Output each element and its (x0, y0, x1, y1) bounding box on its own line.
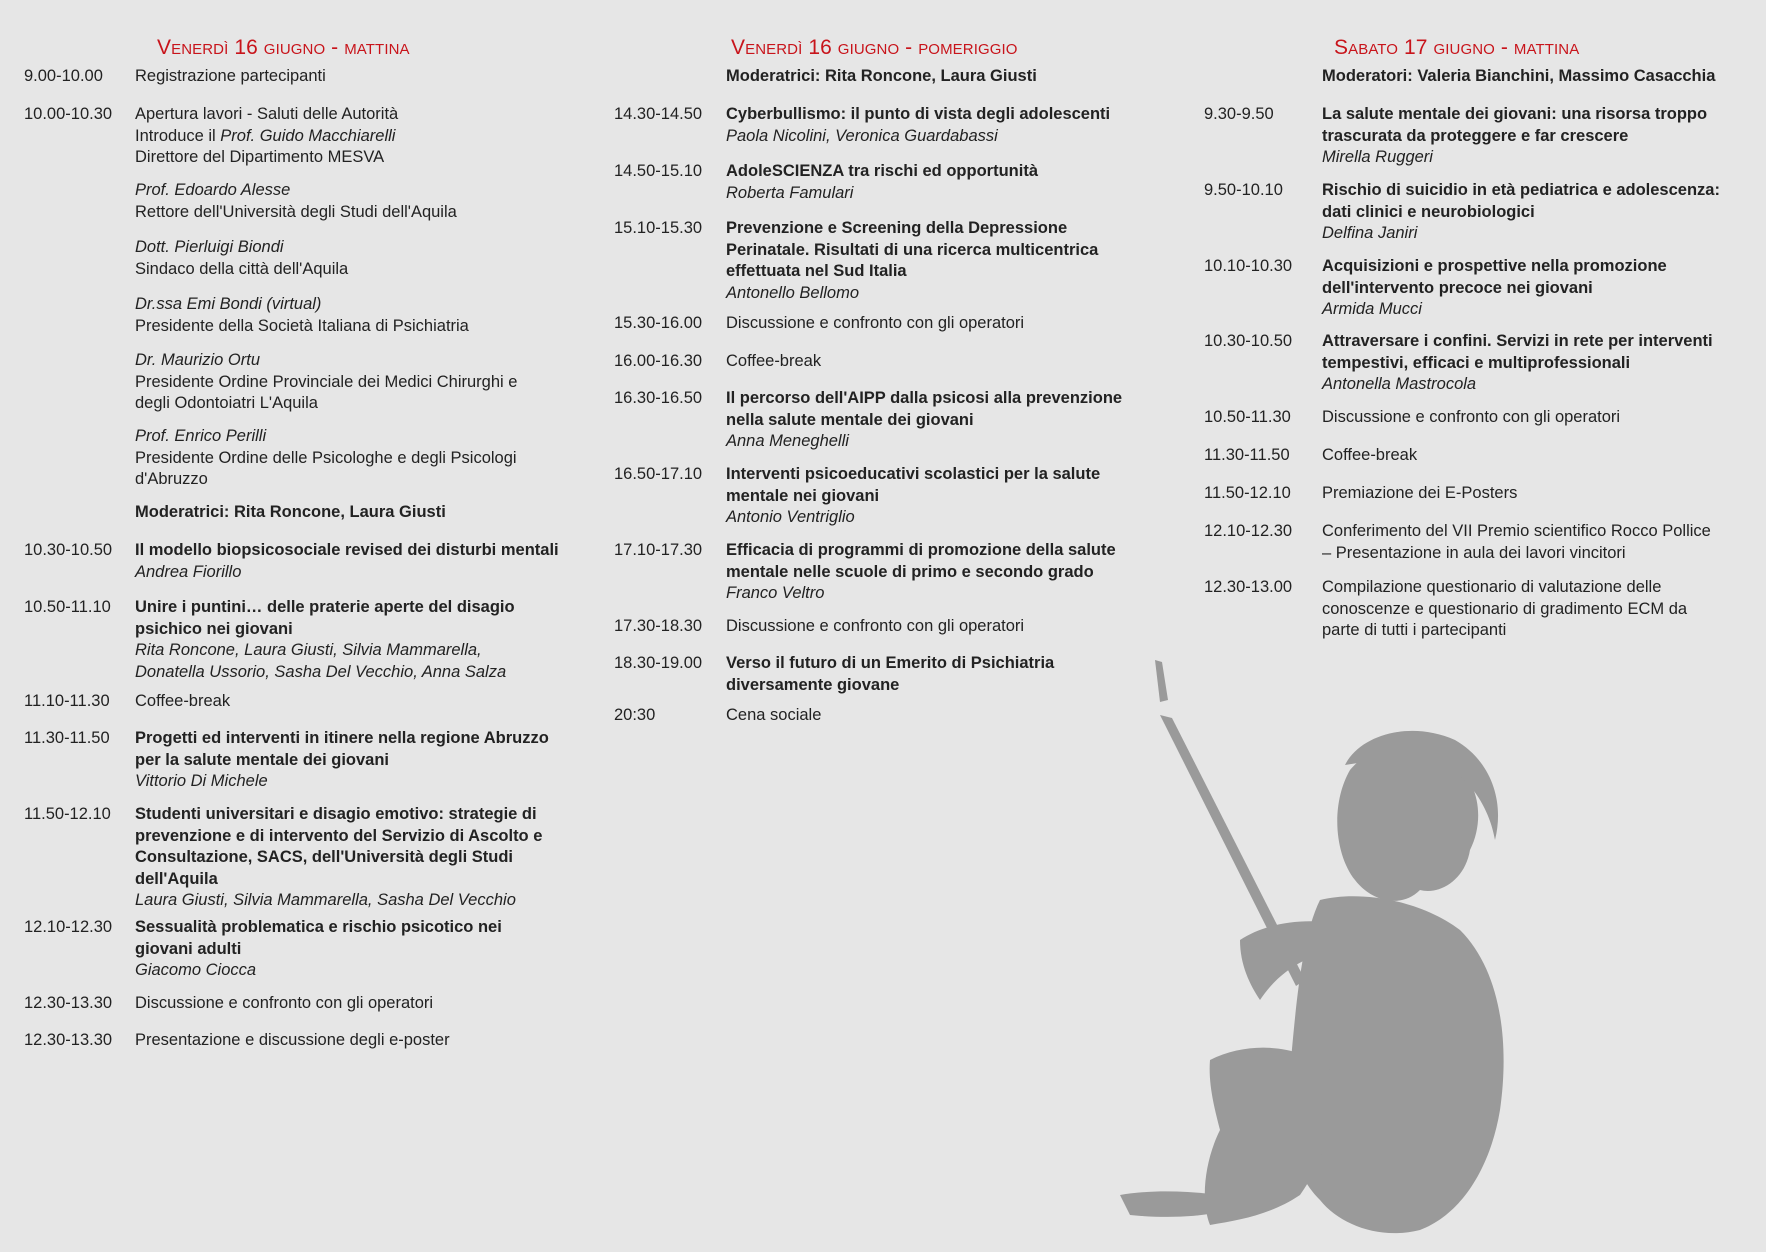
speaker-name: Giacomo Ciocca (135, 961, 257, 979)
session-details (1322, 256, 1667, 321)
session-text: Registrazione partecipanti (135, 67, 326, 85)
session-text: Direttore del Dipartimento MESVA (135, 148, 385, 166)
session-text: Presentazione e discussione degli e-poster (135, 1031, 450, 1049)
column-title: Venerdì 16 giugno - mattina (157, 36, 410, 59)
session-details (726, 313, 1024, 335)
session-text: Coffee-break (135, 692, 231, 710)
time-slot: 15.10-15.30 (614, 219, 703, 237)
session-text: Discussione e confronto con gli operatori (726, 617, 1025, 635)
session-title: Prevenzione e Screening della Depressione (726, 219, 1068, 237)
speaker-name: Prof. Edoardo Alesse (135, 181, 291, 199)
speaker-name: Roberta Famulari (726, 183, 854, 202)
session-text: parte di tutti i partecipanti (1322, 621, 1507, 639)
session-title: dell'intervento precoce nei giovani (1322, 278, 1593, 297)
session-details (1322, 180, 1720, 245)
time-slot: 10.50-11.10 (24, 598, 111, 616)
time-slot: 11.50-12.10 (24, 805, 111, 823)
time-slot: 14.50-15.10 (614, 162, 703, 180)
session-details (1322, 331, 1713, 396)
session-title: Rischio di suicidio in età pediatrica e adolescenza: (1322, 181, 1720, 199)
time-slot: 10.10-10.30 (1204, 257, 1293, 275)
session-text: Premiazione dei E-Posters (1322, 484, 1518, 502)
session-details (726, 351, 821, 373)
session-title: Il percorso dell'AIPP dalla psicosi alla prevenzione (726, 389, 1123, 407)
session-details (1322, 483, 1517, 505)
session-details (135, 1030, 450, 1052)
session-details (135, 237, 348, 280)
session-title: La salute mentale dei giovani: una risorsa troppo (1322, 105, 1708, 123)
time-slot: 11.30-11.50 (24, 729, 110, 747)
session-details (135, 426, 517, 491)
session-title: Il modello biopsicosociale revised dei disturbi mentali (135, 541, 559, 559)
session-title: effettuata nel Sud Italia (726, 262, 907, 280)
speaker-name: Donatella Ussorio, Sasha Del Vecchio, Anna Salza (135, 662, 507, 681)
session-details (1322, 66, 1715, 88)
session-details (726, 540, 1116, 605)
session-details (135, 917, 502, 982)
session-text: Presidente Ordine delle Psicologhe e degli Psicologi (135, 448, 517, 467)
speaker-name: Delfina Janiri (1322, 224, 1418, 242)
session-details (1322, 577, 1687, 642)
session-title: AdoleSCIENZA tra rischi ed opportunità (726, 162, 1038, 180)
session-title: Progetti ed interventi in itinere nella regione Abruzzo (135, 729, 549, 747)
session-title: mentale nei giovani (726, 486, 880, 505)
session-details (726, 464, 1100, 529)
time-slot: 12.30-13.30 (24, 994, 113, 1012)
session-details (135, 180, 457, 223)
time-slot: 17.10-17.30 (614, 541, 703, 559)
time-slot: 10.00-10.30 (24, 105, 113, 123)
session-title: Moderatrici: Rita Roncone, Laura Giusti (135, 503, 446, 521)
session-details (135, 993, 433, 1015)
session-text: Coffee-break (1322, 446, 1418, 464)
session-text: Presidente della Società Italiana di Psichiatria (135, 316, 469, 335)
session-title: Acquisizioni e prospettive nella promozione (1322, 257, 1667, 275)
session-details (135, 691, 230, 713)
session-title: tempestivi, efficaci e multiprofessionali (1322, 353, 1631, 372)
session-title: Moderatrici: Rita Roncone, Laura Giusti (726, 67, 1037, 85)
session-title: Sessualità problematica e rischio psicotico nei (135, 918, 502, 936)
time-slot: 12.10-12.30 (1204, 522, 1293, 540)
time-slot: 16.50-17.10 (614, 465, 703, 483)
session-details (726, 218, 1098, 304)
session-title: Studenti universitari e disagio emotivo: strategie di (135, 805, 537, 823)
time-slot: 12.30-13.30 (24, 1031, 113, 1049)
session-text: Introduce il Prof. Guido Macchiarelli (135, 126, 396, 145)
session-title: dati clinici e neurobiologici (1322, 202, 1535, 221)
speaker-name: Paola Nicolini, Veronica Guardabassi (726, 126, 998, 145)
session-details (1322, 104, 1707, 169)
speaker-name: Laura Giusti, Silvia Mammarella, Sasha Del Vecchio (135, 891, 516, 909)
session-title: Attraversare i confini. Servizi in rete per interventi (1322, 332, 1713, 350)
speaker-name: Andrea Fiorillo (135, 562, 242, 581)
column-title: Sabato 17 giugno - mattina (1334, 36, 1580, 59)
time-slot: 16.00-16.30 (614, 352, 703, 370)
session-text: Sindaco della città dell'Aquila (135, 259, 349, 278)
time-slot: 9.30-9.50 (1204, 105, 1274, 123)
speaker-name: Prof. Enrico Perilli (135, 427, 267, 445)
session-details (135, 502, 446, 524)
session-details (135, 104, 398, 169)
time-slot: 14.30-14.50 (614, 105, 703, 123)
session-details (726, 616, 1024, 638)
session-title: Cyberbullismo: il punto di vista degli adolescenti (726, 105, 1111, 123)
time-slot: 15.30-16.00 (614, 314, 703, 332)
time-slot: 11.10-11.30 (24, 692, 110, 710)
speaker-name: Mirella Ruggeri (1322, 148, 1433, 166)
column-title: Venerdì 16 giugno - pomeriggio (731, 36, 1018, 59)
time-slot: 11.50-12.10 (1204, 484, 1291, 502)
session-title: Perinatale. Risultati di una ricerca multicentrica (726, 240, 1099, 259)
session-text: Discussione e confronto con gli operatori (726, 314, 1025, 332)
time-slot: 9.50-10.10 (1204, 181, 1283, 199)
time-slot: 11.30-11.50 (1204, 446, 1290, 464)
session-text: Presidente Ordine Provinciale dei Medici Chirurghi e (135, 372, 518, 391)
speaker-name: Dr. Maurizio Ortu (135, 351, 260, 369)
session-details (726, 66, 1037, 88)
time-slot: 17.30-18.30 (614, 617, 703, 635)
speaker-name: Antonella Mastrocola (1322, 375, 1477, 393)
session-details (726, 161, 1038, 204)
session-title: dell'Aquila (135, 869, 218, 888)
session-title: nella salute mentale dei giovani (726, 410, 974, 429)
session-details (726, 705, 821, 727)
session-text: – Presentazione in aula dei lavori vincitori (1322, 543, 1626, 562)
session-details (1322, 407, 1620, 429)
session-text: Compilazione questionario di valutazione delle (1322, 578, 1662, 596)
session-title: Unire i puntini… delle praterie aperte del disagio (135, 598, 515, 616)
time-slot: 18.30-19.00 (614, 654, 703, 672)
session-details (726, 388, 1122, 453)
session-details (726, 104, 1110, 147)
time-slot: 10.50-11.30 (1204, 408, 1291, 426)
session-details (726, 653, 1054, 696)
speaker-name: Antonello Bellomo (726, 283, 859, 302)
time-slot: 10.30-10.50 (24, 541, 113, 559)
session-text: Rettore dell'Università degli Studi dell'Aquila (135, 202, 457, 221)
session-text: degli Odontoiatri L'Aquila (135, 394, 318, 412)
session-details (135, 540, 559, 583)
session-text: Discussione e confronto con gli operatori (135, 994, 434, 1012)
session-details (135, 66, 326, 88)
speaker-name: Dr.ssa Emi Bondi (virtual) (135, 295, 322, 313)
session-text: Coffee-break (726, 352, 822, 370)
session-title: mentale nelle scuole di primo e secondo grado (726, 562, 1094, 581)
session-text: conoscenze e questionario di gradimento ECM da (1322, 599, 1688, 618)
session-title: Efficacia di programmi di promozione della salute (726, 541, 1116, 559)
session-details (135, 728, 549, 793)
session-title: per la salute mentale dei giovani (135, 750, 390, 769)
session-title: Moderatori: Valeria Bianchini, Massimo Casacchia (1322, 67, 1716, 85)
speaker-name: Vittorio Di Michele (135, 772, 268, 790)
session-details (1322, 521, 1711, 564)
time-slot: 9.00-10.00 (24, 67, 103, 85)
embracing-figure-illustration (1120, 640, 1580, 1240)
speaker-name: Armida Mucci (1322, 300, 1422, 318)
time-slot: 12.30-13.00 (1204, 578, 1293, 596)
session-details (135, 597, 515, 683)
session-title: psichico nei giovani (135, 619, 293, 638)
speaker-name: Rita Roncone, Laura Giusti, Silvia Mammarella, (135, 641, 482, 659)
session-text: Apertura lavori - Saluti delle Autorità (135, 105, 399, 123)
session-title: giovani adulti (135, 939, 242, 958)
session-details (135, 804, 542, 912)
session-text: d'Abruzzo (135, 470, 208, 488)
speaker-name: Franco Veltro (726, 584, 825, 602)
session-title: prevenzione e di intervento del Servizio di Ascolto e (135, 826, 543, 845)
speaker-name: Antonio Ventriglio (726, 508, 855, 526)
time-slot: 20:30 (614, 706, 656, 724)
session-title: trascurata da proteggere e far crescere (1322, 126, 1629, 145)
session-title: diversamente giovane (726, 675, 900, 694)
time-slot: 12.10-12.30 (24, 918, 113, 936)
session-title: Consultazione, SACS, dell'Università degli Studi (135, 848, 513, 866)
session-text: Discussione e confronto con gli operatori (1322, 408, 1621, 426)
session-text: Conferimento del VII Premio scientifico Rocco Pollice (1322, 522, 1711, 540)
session-title: Interventi psicoeducativi scolastici per la salute (726, 465, 1101, 483)
speaker-name: Prof. Guido Macchiarelli (220, 126, 396, 145)
session-details (1322, 445, 1417, 467)
time-slot: 10.30-10.50 (1204, 332, 1293, 350)
session-details (135, 350, 517, 415)
speaker-name: Anna Meneghelli (726, 432, 849, 450)
session-details (135, 294, 469, 337)
session-text: Cena sociale (726, 706, 822, 724)
time-slot: 16.30-16.50 (614, 389, 703, 407)
speaker-name: Dott. Pierluigi Biondi (135, 238, 284, 256)
session-title: Verso il futuro di un Emerito di Psichiatria (726, 654, 1055, 672)
